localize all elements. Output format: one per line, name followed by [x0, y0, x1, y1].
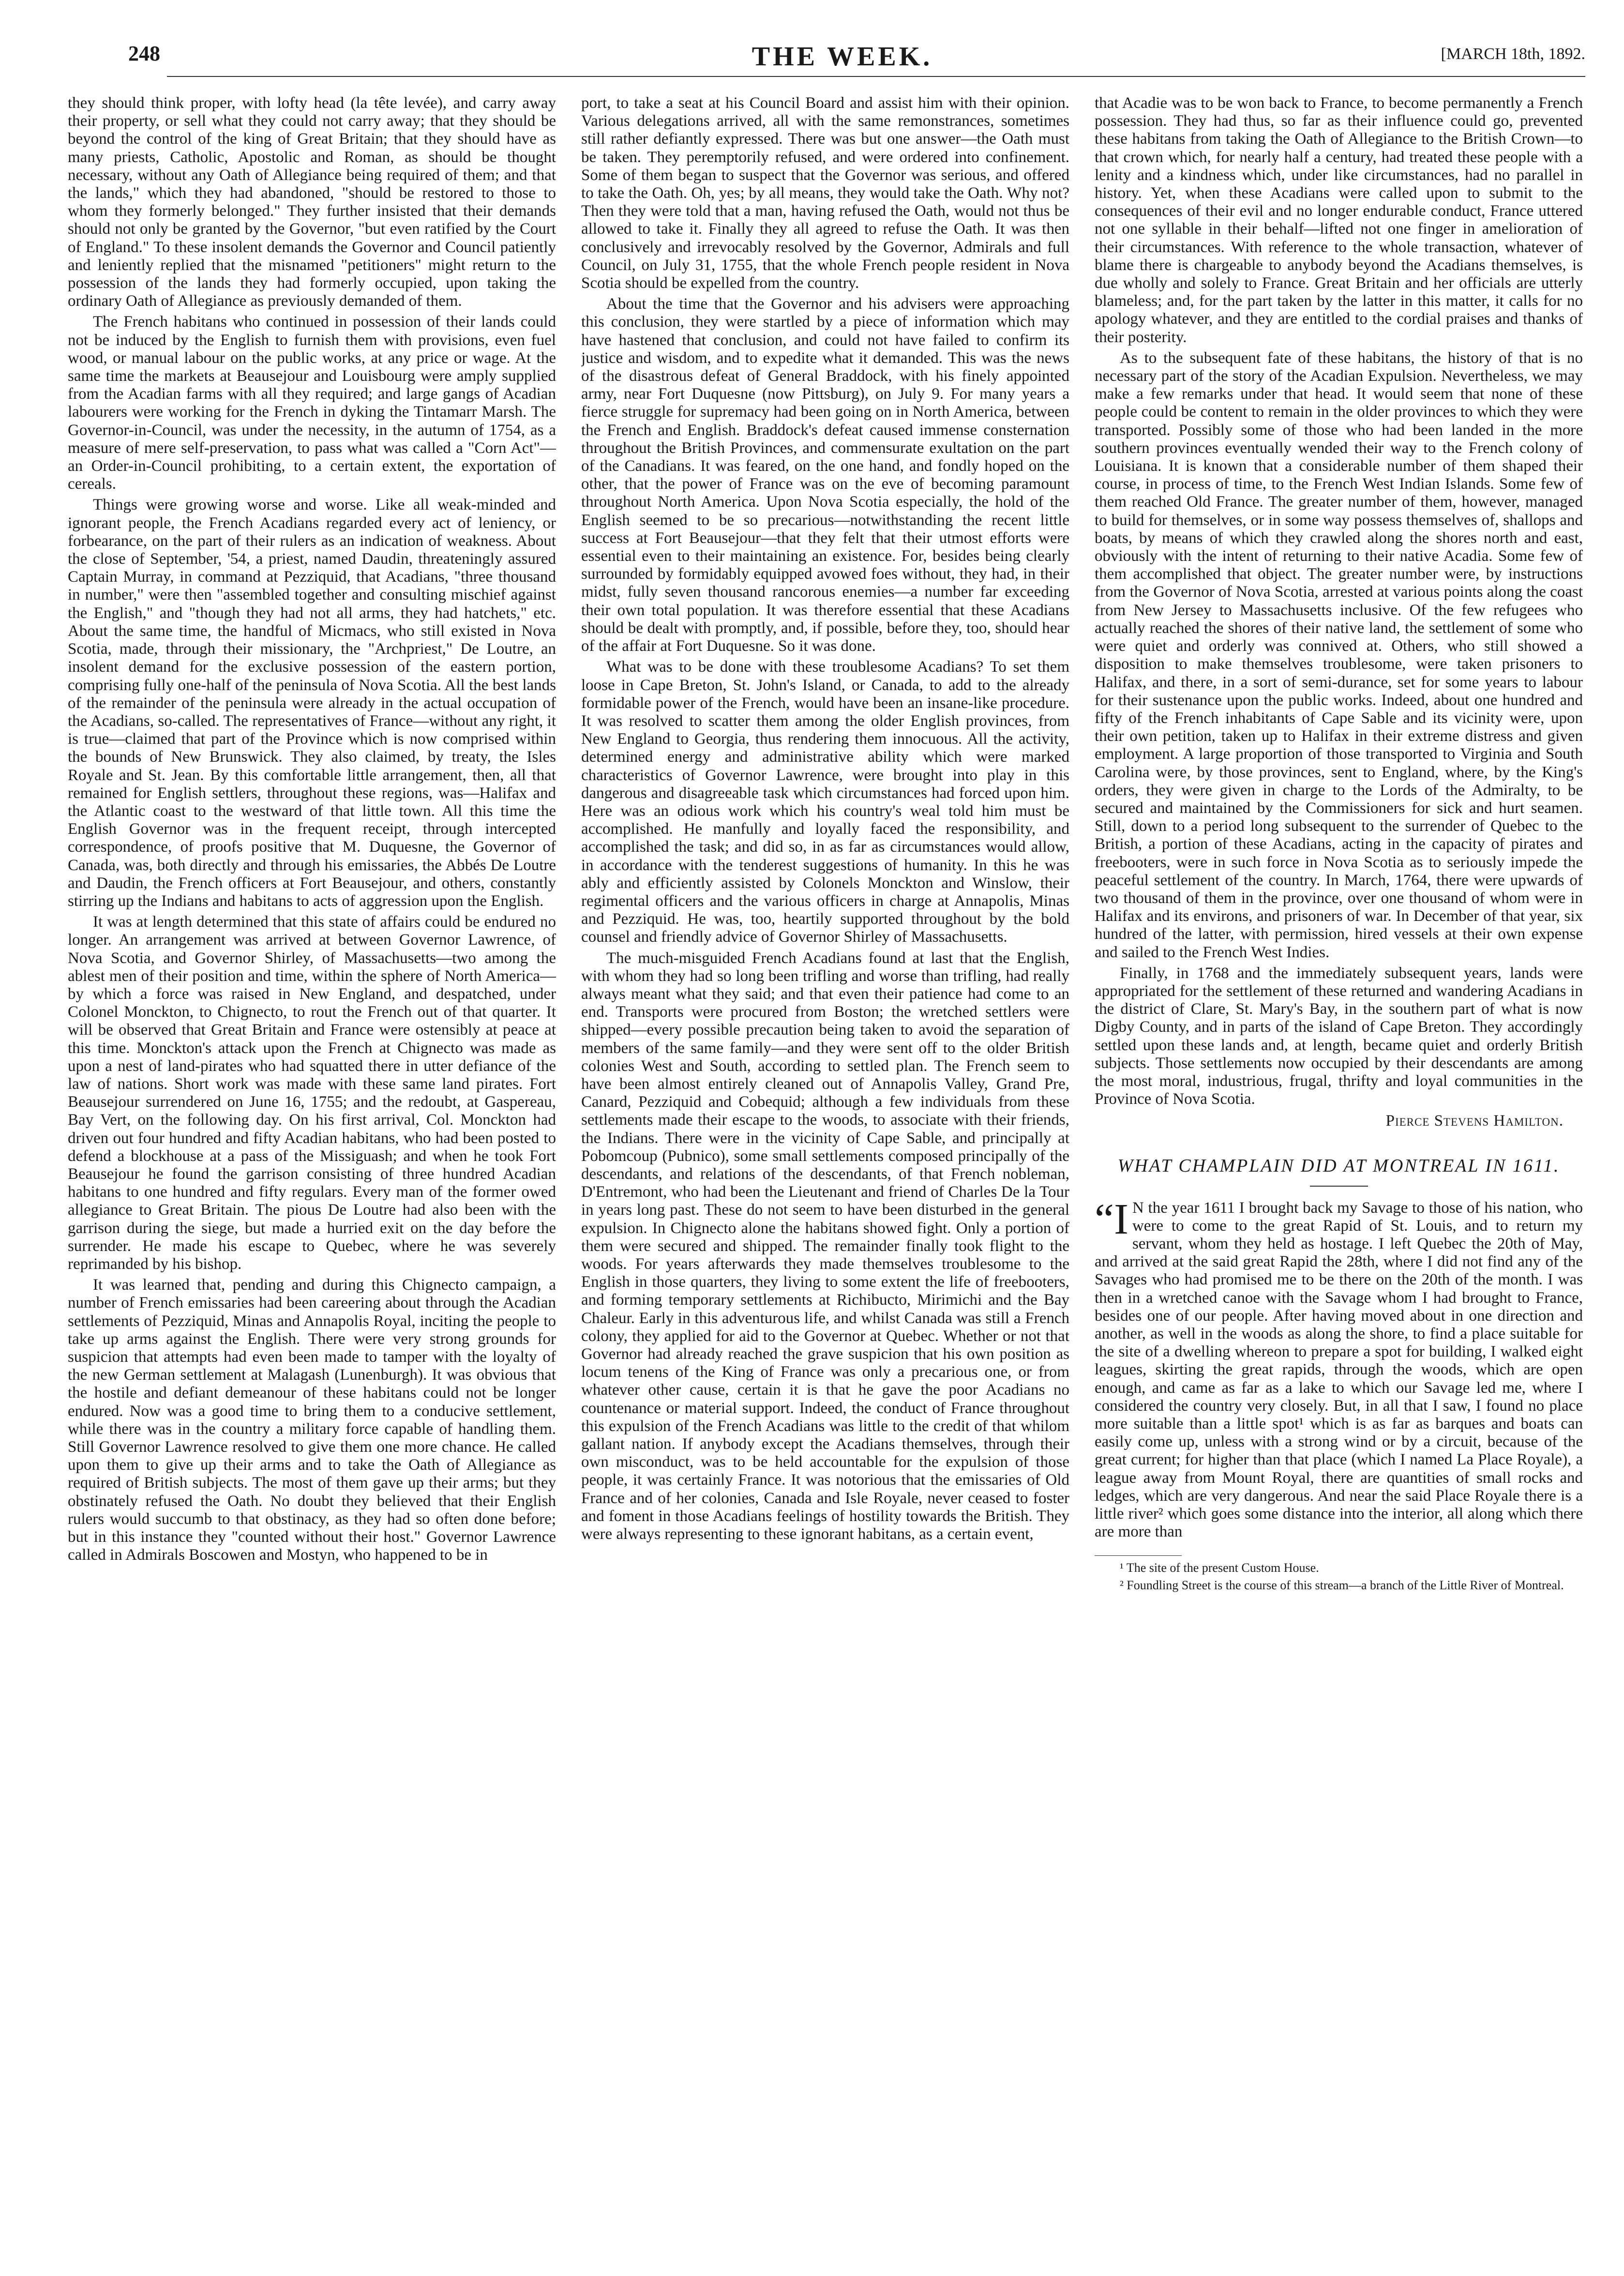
journal-title: THE WEEK.	[752, 42, 933, 72]
header-rule	[167, 76, 1585, 77]
champlain-body: N the year 1611 I brought back my Savage to those of his nation, who were to come to the great Rapid of St. Louis, and to return my servant, whom they held as hostage. I left Quebec the 20th of May, and arrived at the said great Rapid the 28th, where I did not find any of the Savages who had promised me to be there on the 20th of the month. I was then in a wretched canoe with the Savage whom I had brought to France, besides one of our people. After having moved about in one direction and another, as well in the woods as along the shore, to find a place suitable for the site of a dwelling whereon to prepare a spot for building, I walked eight leagues, skirting the great rapids, through the woods, which are open enough, and came as far as a lake to which our Savage led me, where I considered the country very closely. But, in all that I saw, I found no place more suitable than a little spot¹ which is as far as barques and boats can easily come up, unless with a strong wind or by a circuit, because of the great current; for higher than that place (which I named La Place Royale), a league away from Mount Royal, there are quantities of small rocks and ledges, which are very dangerous. And near the said Place Royale there is a little river² which goes some distance into the interior, all along which there are more than	[1095, 1199, 1583, 1541]
paragraph: As to the subsequent fate of these habitans, the history of that is no necessary part of the story of the Acadian Expulsion. Nevertheless, we may make a few remarks under that head. It would seem that none of these people could be content to remain in the older provinces to which they were transported. Possibly some of those who had been landed in the more southern provinces eventually wended their way to the French colony of Louisiana. It is known that a considerable number of them shaped their course, in process of time, to the French West Indian Islands. Some few of them reached Old France. The greater number of them, however, managed to build for themselves, or in some way possess themselves of, shallops and boats, by means of which they crawled along the shores north and east, obviously with the intent of returning to their native Acadia. Some few of them accomplished that object. The greater number were, by instructions from the Governor of Nova Scotia, arrested at various points along the coast from New Jersey to Massachusetts inclusive. Of the few refugees who actually reached the shores of their native land, the settlement of some who were quiet and orderly was connived at. Others, who still showed a disposition to make themselves troublesome, were taken prisoners to Halifax, and there, in a sort of semi-durance, set for some years to labour for their sustenance upon the public works. Indeed, about one hundred and fifty of the French inhabitants of Cape Sable and its vicinity were, upon their own petition, taken up to Halifax in their extreme distress and given employment. A large proportion of those transported to Virginia and South Carolina were, by those provinces, sent to England, where, by the King's orders, they were given in charge to the Lords of the Admiralty, to be secured and maintained by the Commissioners for sick and hurt seamen. Still, down to a period long subsequent to the surrender of Quebec to the British, a portion of these Acadians, acting in the capacity of pirates and freebooters, were in such force in Nova Scotia as to seriously impede the peaceful settlement of the country. In March, 1764, there were upwards of two thousand of them in the province, over one thousand of whom were in Halifax and its environs, and prisoners of war. In December of that year, six hundred of the latter, with permission, hired vessels at their own expense and sailed to the French West Indies.	[1095, 349, 1583, 961]
column-3	[1095, 94, 1583, 2208]
drop-cap-letter: I	[1113, 1195, 1128, 1243]
title-divider	[1310, 1186, 1368, 1187]
article-columns	[68, 94, 1583, 2208]
paragraph: Finally, in 1768 and the immediately subsequent years, lands were appropriated for the settlement of these returned and wandering Acadians in the district of Clare, St. Mary's Bay, in the southern part of what is now Digby County, and in parts of the island of Cape Breton. They accordingly settled upon these lands and, at length, became quiet and orderly British subjects. Those settlements now occupied by their descendants are among the most moral, industrious, frugal, thrifty and loyal communities in the Province of Nova Scotia.	[1095, 964, 1583, 1108]
footnote: ¹ The site of the present Custom House.	[1120, 1561, 1319, 1575]
open-quote: “	[1095, 1195, 1114, 1243]
page-number: 248	[128, 42, 160, 65]
champlain-paragraph	[1095, 1195, 1583, 1541]
paragraph: Things were growing worse and worse. Like all weak-minded and ignorant people, the French Acadians regarded every act of leniency, or forbearance, on the part of their rulers as an indication of weakness. About the close of September, '54, a priest, named Daudin, threateningly assured Captain Murray, in command at Pezziquid, that Acadians, "three thousand in number," were then "assembled together and consulting mischief against the English," and "though they had not all arms, they had hatchets," etc. About the same time, the handful of Micmacs, who still existed in Nova Scotia, made, through their missionary, the "Archpriest," De Loutre, an insolent demand for the exclusive possession of the eastern portion, comprising fully one-half of the peninsula of Nova Scotia. All the best lands of the remainder of the peninsula were already in the actual occupation of the Acadians, so-called. The representatives of France—without any right, it is true—claimed that part of the Province which is now comprised within the bounds of New Brunswick. They also claimed, by treaty, the Isles Royale and St. Jean. By this comfortable little arrangement, then, all that remained for English settlers, throughout these regions, was—Halifax and the Atlantic coast to the westward of that little town. All this time the English Governor was in the frequent receipt, through intercepted correspondence, of proofs positive that M. Duquesne, the Governor of Canada, was, both directly and through his emissaries, the Abbés De Loutre and Daudin, the French officers at Fort Beausejour, and others, constantly stirring up the Indians and habitans to acts of aggression upon the English.	[68, 496, 556, 910]
paragraph: The much-misguided French Acadians found at last that the English, with whom they had so long been trifling and worse than trifling, had really always meant what they said; and that even their patience had come to an end. Transports were procured from Boston; the wretched settlers were shipped—every possible precaution being taken to avoid the separation of members of the same family—and they were sent off to the older British colonies West and South, according to settled plan. The French seem to have been almost entirely cleaned out of Annapolis Valley, Grand Pre, Canard, Pezziquid and Cobequid; although a few individuals from these settlements made their escape to the woods, to associate with their friends, the Indians. There were in the vicinity of Cape Sable, and principally at Pobomcoup (Pubnico), some small settlements composed principally of the descendants, and relations of the descendants, of that French nobleman, D'Entremont, who had been the Lieutenant and friend of Charles De la Tour in years long past. These do not seem to have been disturbed in the general expulsion. In Chignecto alone the habitans showed fight. Only a portion of them were secured and shipped. The remainder finally took flight to the woods. For years afterwards they made themselves troublesome to the English in those quarters, they living to some extent the life of freebooters, and forming temporary settlements at Richibucto, Mirimichi and the Bay Chaleur. Early in this adventurous life, and whilst Canada was still a French colony, they applied for aid to the Governor at Quebec. Whether or not that Governor had already reached the grave suspicion that his own position as locum tenens of the King of France was only a precarious one, or from whatever other cause, certain it is that he gave the poor Acadians no countenance or material support. Indeed, the conduct of France throughout this expulsion of the French Acadians was little to the credit of that whilom gallant nation. If anybody except the Acadians themselves, through their own misconduct, was to be held accountable for the expulsion of those people, it was certainly France. It was notorious that the emissaries of Old France and of her colonies, Canada and Isle Royale, never ceased to foster and foment in those Acadians feelings of hostility towards the British. They were always representing to these ignorant habitans, as a certain event,	[581, 949, 1069, 1543]
paragraph: What was to be done with these troublesome Acadians? To set them loose in Cape Breton, St. John's Island, or Canada, to add to the already formidable power of the French, would have been an insane-like procedure. It was resolved to scatter them among the older English provinces, from New England to Georgia, thus rendering them innocuous. All the activity, determined energy and administrative ability which were marked characteristics of Governor Lawrence, were brought into play in this dangerous and disagreeable task which circumstances had forced upon him. Here was an odious work which his country's weal told him must be accomplished. He manfully and loyally faced the responsibility, and accomplished the task; and did so, in as far as circumstances would allow, in accordance with the tenderest suggestions of humanity. In this he was ably and efficiently assisted by Colonels Monckton and Winslow, their regimental officers and the various officers in charge at Annapolis, Minas and Pezziquid. He was, too, heartily supported throughout by the bold counsel and friendly advice of Governor Shirley of Massachusetts.	[581, 658, 1069, 946]
issue-date: [MARCH 18th, 1892.	[1441, 45, 1585, 63]
column-2	[581, 94, 1069, 2208]
footnote-rule	[1095, 1555, 1182, 1556]
paragraph: The French habitans who continued in possession of their lands could not be induced by the English to furnish them with provisions, even fuel wood, or manual labour on the public works, at any price or wage. At the same time the markets at Beausejour and Louisbourg were amply supplied from the Acadian farms with all they required; and large gangs of Acadian labourers were working for the French in dyking the Tintamarr Marsh. The Governor-in-Council, was under the necessity, in the autumn of 1754, as a measure of mere self-preservation, to pass what was called a "Corn Act"—an Order-in-Council prohibiting, to a certain extent, the exportation of cereals.	[68, 313, 556, 493]
page-header	[99, 41, 1585, 80]
paragraph: It was at length determined that this state of affairs could be endured no longer. An arrangement was arrived at between Governor Lawrence, of Nova Scotia, and Governor Shirley, of Massachusetts—two among the ablest men of their position and time, within the sphere of North America—by which a force was raised in New England, and despatched, under Colonel Monckton, to Chignecto, to rout the French out of that quarter. It will be observed that Great Britain and France were ostensibly at peace at this time. Monckton's attack upon the French at Chignecto was made as upon a nest of land-pirates who had squatted there in utter defiance of the law of nations. Short work was made with these same land pirates. Fort Beausejour surrendered on June 16, 1755; and the redoubt, at Gaspereau, Bay Vert, on the following day. On his first arrival, Col. Monckton had driven out four hundred and fifty Acadian habitans, who had been posted to defend a blockhouse at a pass of the Missiguash; and when he took Fort Beausejour he found the garrison consisting of three hundred Acadian habitans to one hundred and fifty regulars. Every man of the former owed allegiance to Great Britain. The pious De Loutre had also been with the garrison during the siege, but made a hurried exit on the day before the surrender. He made his escape to Quebec, where he was severely reprimanded by his bishop.	[68, 913, 556, 1273]
paragraph: It was learned that, pending and during this Chignecto campaign, a number of French emissaries had been careering about through the Acadian settlements of Pezziquid, Minas and Annapolis Royal, inciting the people to take up arms against the English. There were very strong grounds for suspicion that attempts had even been made to tamper with the loyalty of the new German settlement at Malagash (Lunenburgh). It was obvious that the hostile and defiant demeanour of these habitans could not be longer endured. Now was a good time to bring them to a conducive settlement, while there was in the country a military force capable of handling them. Still Governor Lawrence resolved to give them one more chance. He called upon them to give up their arms and to take the Oath of Allegiance as required of British subjects. The most of them gave up their arms; but they obstinately refused the Oath. No doubt they believed that their English rulers would succumb to that obstinacy, as they had so often done before; but in this instance they "counted without their host." Governor Lawrence called in Admirals Boscowen and Mostyn, who happened to be in	[68, 1276, 556, 1564]
paragraph: port, to take a seat at his Council Board and assist him with their opinion. Various delegations arrived, all with the same remonstrances, sometimes still rather defiantly expressed. There was but one answer—the Oath must be taken. They peremptorily refused, and were ordered into confinement. Some of them began to suspect that the Governor was serious, and offered to take the Oath. Oh, yes; by all means, they would take the Oath. Why not? Then they were told that a man, having refused the Oath, would not thus be allowed to take it. Finally they all agreed to refuse the Oath. It was then conclusively and irrevocably resolved by the Governor, Admirals and full Council, on July 31, 1755, that the whole French people resident in Nova Scotia should be expelled from the country.	[581, 94, 1069, 292]
paragraph: they should think proper, with lofty head (la tête levée), and carry away their property, or sell what they could not carry away; that they should be beyond the control of the king of Great Britain; that they should have as many priests, Catholic, Apostolic and Roman, as should be thought necessary, without any Oath of Allegiance being required of them; and that the lands," which they had abandoned, "should be restored to those to whom they formerly belonged." They further insisted that their demands should not only be granted by the Governor, "but even ratified by the Court of England." To these insolent demands the Governor and Council patiently and leniently replied that the misnamed "petitioners" might return to the possession of the lands they had formerly occupied, upon taking the ordinary Oath of Allegiance as previously demanded of them.	[68, 94, 556, 310]
footnote: ² Foundling Street is the course of this stream—a branch of the Little River of Montreal.	[1120, 1578, 1564, 1593]
drop-cap	[1095, 1195, 1132, 1243]
column-1	[68, 94, 556, 2208]
paragraph: About the time that the Governor and his advisers were approaching this conclusion, they were startled by a piece of information which may have hastened that conclusion, and could not have failed to confirm its justice and wisdom, and to expedite what it demanded. This was the news of the disastrous defeat of General Braddock, with his finely appointed army, near Fort Duquesne (now Pittsburg), on July 9. For many years a fierce struggle for supremacy had been going on in North America, between the French and English. Braddock's defeat caused immense consternation throughout the British Provinces, and commensurate exultation on the part of the Canadians. It was feared, on the one hand, and fondly hoped on the other, that the power of France was on the eve of becoming paramount throughout North America. Upon Nova Scotia especially, the hold of the English seemed to be so precarious—notwithstanding the recent little success at Fort Beausejour—that they felt that their utmost efforts were essential even to their maintaining an existence. For, besides being clearly surrounded by formidably equipped avowed foes without, they had, in their midst, fully seven thousand rancorous enemies—a number far exceeding their own total population. It was therefore essential that these Acadians should be dealt with promptly, and, if possible, before they, too, should hear of the affair at Fort Duquesne. So it was done.	[581, 295, 1069, 655]
author-signature: Pierce Stevens Hamilton.	[1385, 1112, 1564, 1130]
paragraph: that Acadie was to be won back to France, to become permanently a French possession. They had thus, so far as their influence could go, prevented these habitans from taking the Oath of Allegiance to the British Crown—to that crown which, for nearly half a century, had treated these people with a lenity and a kindness which, under like circumstances, had no parallel in history. Yet, when these Acadians were called upon to submit to the consequences of their evil and no longer endurable conduct, France uttered not one syllable in their behalf—lifted not one finger in amelioration of their circumstances. With reference to the whole transaction, whatever of blame there is chargeable to anybody beyond the Acadians themselves, is due wholly and solely to France. Great Britain and her officials are utterly blameless; and, for the part taken by the latter in this matter, it calls for no apology whatever, and they are entitled to the cordial praises and thanks of their posterity.	[1095, 94, 1583, 346]
champlain-article-title: WHAT CHAMPLAIN DID AT MONTREAL IN 1611.	[1117, 1155, 1560, 1176]
